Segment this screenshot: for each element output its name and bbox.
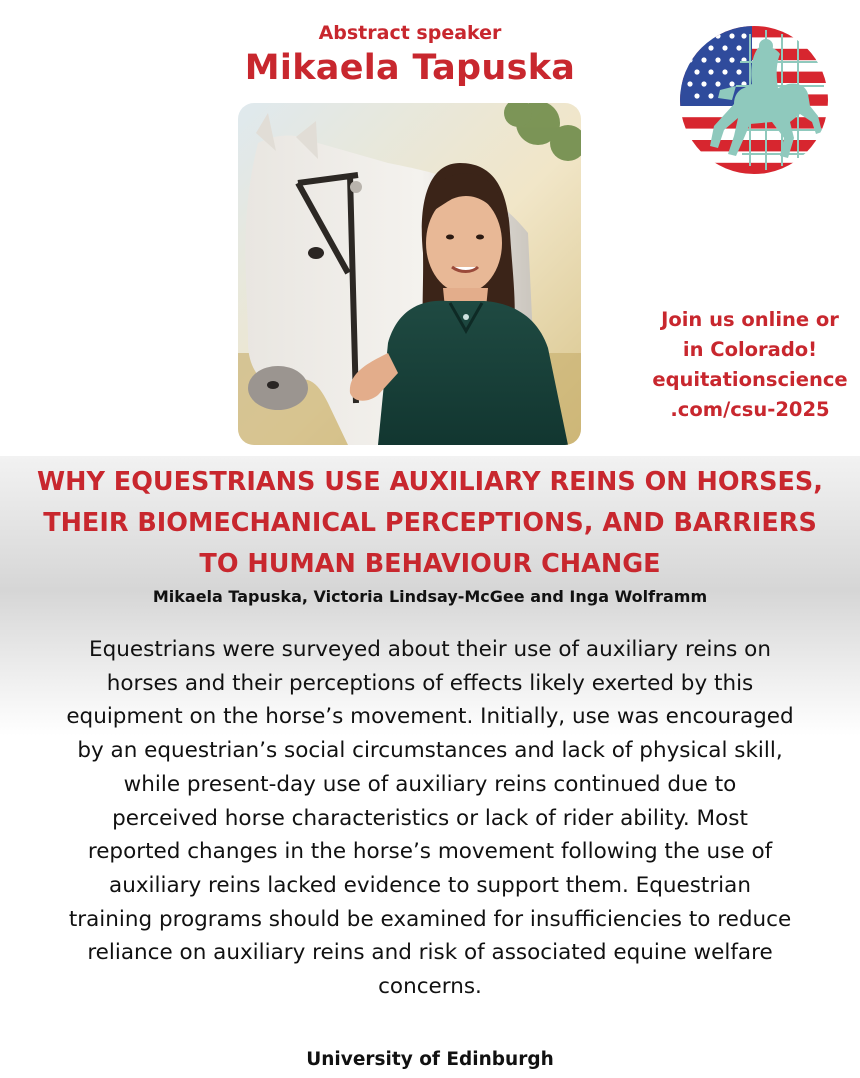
abstract-line: by an equestrian’s social circumstances and lack of physical skill, (77, 738, 783, 764)
abstract-line: concerns. (378, 974, 482, 1000)
promo-url-line: .com/csu-2025 (670, 398, 830, 421)
usa-flag-dressage-horse-logo-icon (680, 26, 828, 174)
promo-line: in Colorado! (682, 338, 818, 361)
abstract-line: reliance on auxiliary reins and risk of associated equine welfare (87, 940, 773, 966)
abstract-text (22, 633, 838, 1004)
abstract-line: reported changes in the horse’s movement following the use of (87, 839, 773, 865)
abstract-line: auxiliary reins lacked evidence to support them. Equestrian (109, 872, 751, 898)
title-line: TO HUMAN BEHAVIOUR CHANGE (199, 549, 661, 579)
abstract-line: Equestrians were surveyed about their use of auxiliary reins on (89, 637, 771, 662)
title-line: WHY EQUESTRIANS USE AUXILIARY REINS ON HORSES, (37, 467, 823, 497)
speaker-kicker: Abstract speaker (318, 22, 502, 44)
abstract-line: training programs should be examined for insufficiencies to reduce (68, 906, 792, 932)
abstract-line: while present-day use of auxiliary reins continued due to (123, 771, 737, 797)
abstract-line: equipment on the horse’s movement. Initially, use was encouraged (66, 704, 794, 730)
affiliation: University of Edinburgh (306, 1049, 554, 1070)
authors-list: Mikaela Tapuska, Victoria Lindsay-McGee and Inga Wolframm (152, 587, 708, 606)
abstract-line: perceived horse characteristics or lack of rider ability. Most (112, 805, 748, 831)
speaker-with-white-horse-photo (238, 103, 581, 445)
promo-line: Join us online or (661, 308, 839, 331)
talk-title (10, 462, 850, 585)
title-line: THEIR BIOMECHANICAL PERCEPTIONS, AND BARRIERS (43, 508, 817, 538)
promo-url-line: equitationscience (652, 368, 848, 391)
speaker-name: Mikaela Tapuska (244, 48, 576, 88)
promo-text (640, 305, 860, 425)
abstract-line: horses and their perceptions of effects likely exerted by this (106, 670, 754, 696)
